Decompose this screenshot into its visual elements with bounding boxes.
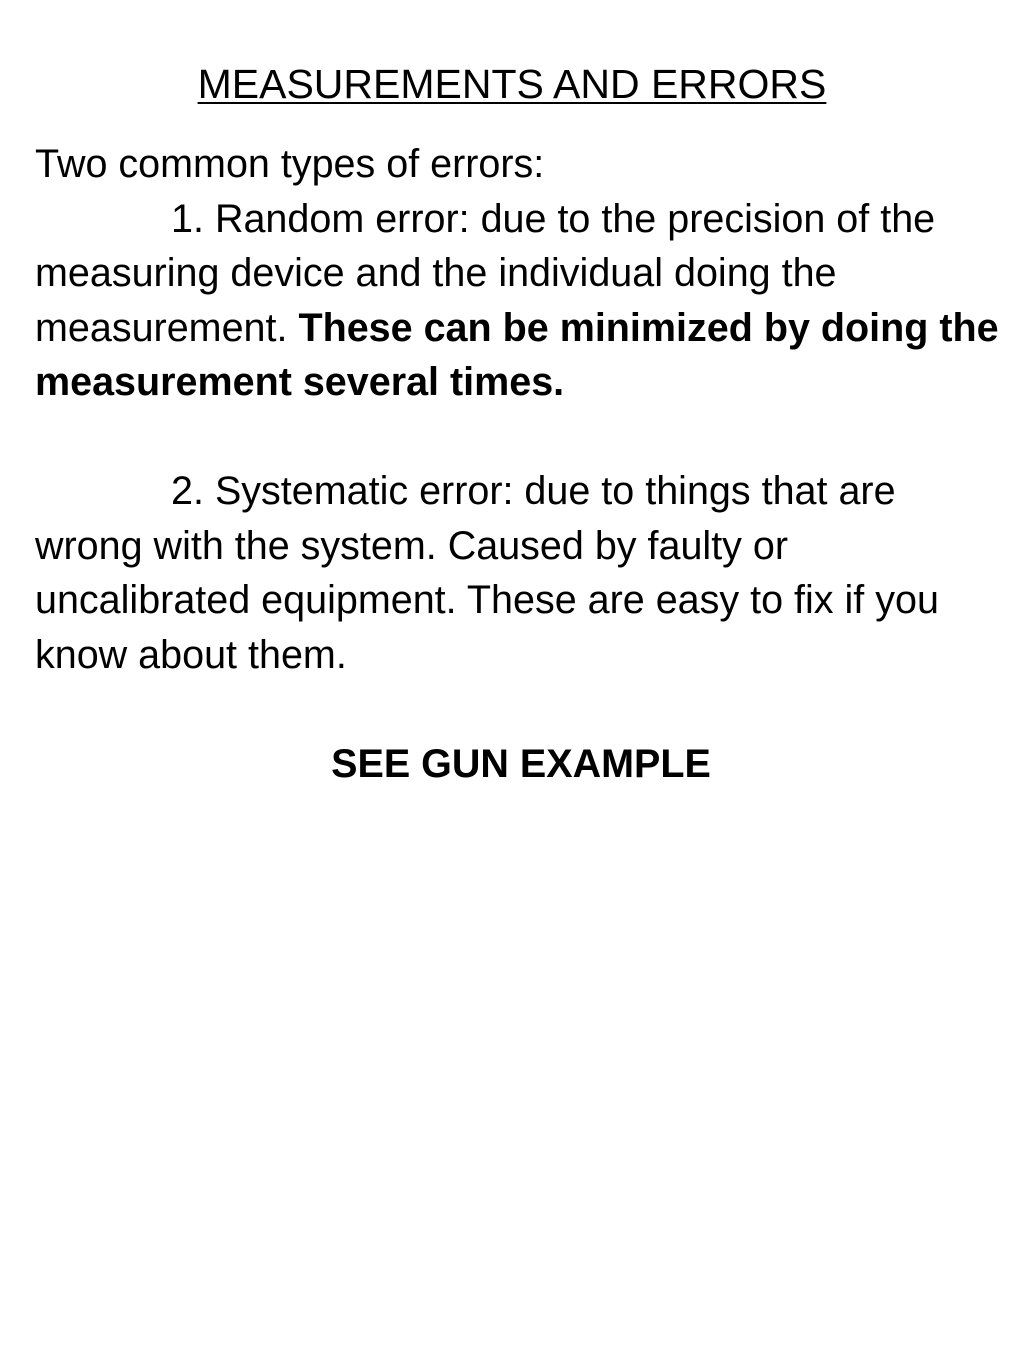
random-error-paragraph: [35, 192, 1010, 410]
systematic-error-label: Systematic error:: [214, 469, 514, 513]
systematic-error-number: 2.: [171, 469, 204, 513]
footer-note: SEE GUN EXAMPLE: [331, 741, 711, 786]
spacer: [35, 410, 1010, 465]
random-error-emphasis: These can be minimized by doing the measurement several times.: [35, 305, 999, 404]
random-error-text: due to the precision of the measuring device and the individual doing the measurement.: [35, 196, 936, 350]
systematic-error-paragraph: [35, 464, 1010, 682]
random-error-label: Random error:: [214, 196, 470, 241]
random-error-number: 1.: [171, 196, 204, 241]
intro-text: Two common types of errors:: [35, 142, 545, 186]
systematic-error-text: due to things that are wrong with the system. Caused by faulty or uncalibrated equipment. These are easy to fix if you know about them.: [35, 469, 939, 677]
slide-body: [35, 137, 1010, 791]
slide-title: MEASUREMENTS AND ERRORS: [197, 61, 827, 107]
spacer: [35, 682, 1010, 737]
